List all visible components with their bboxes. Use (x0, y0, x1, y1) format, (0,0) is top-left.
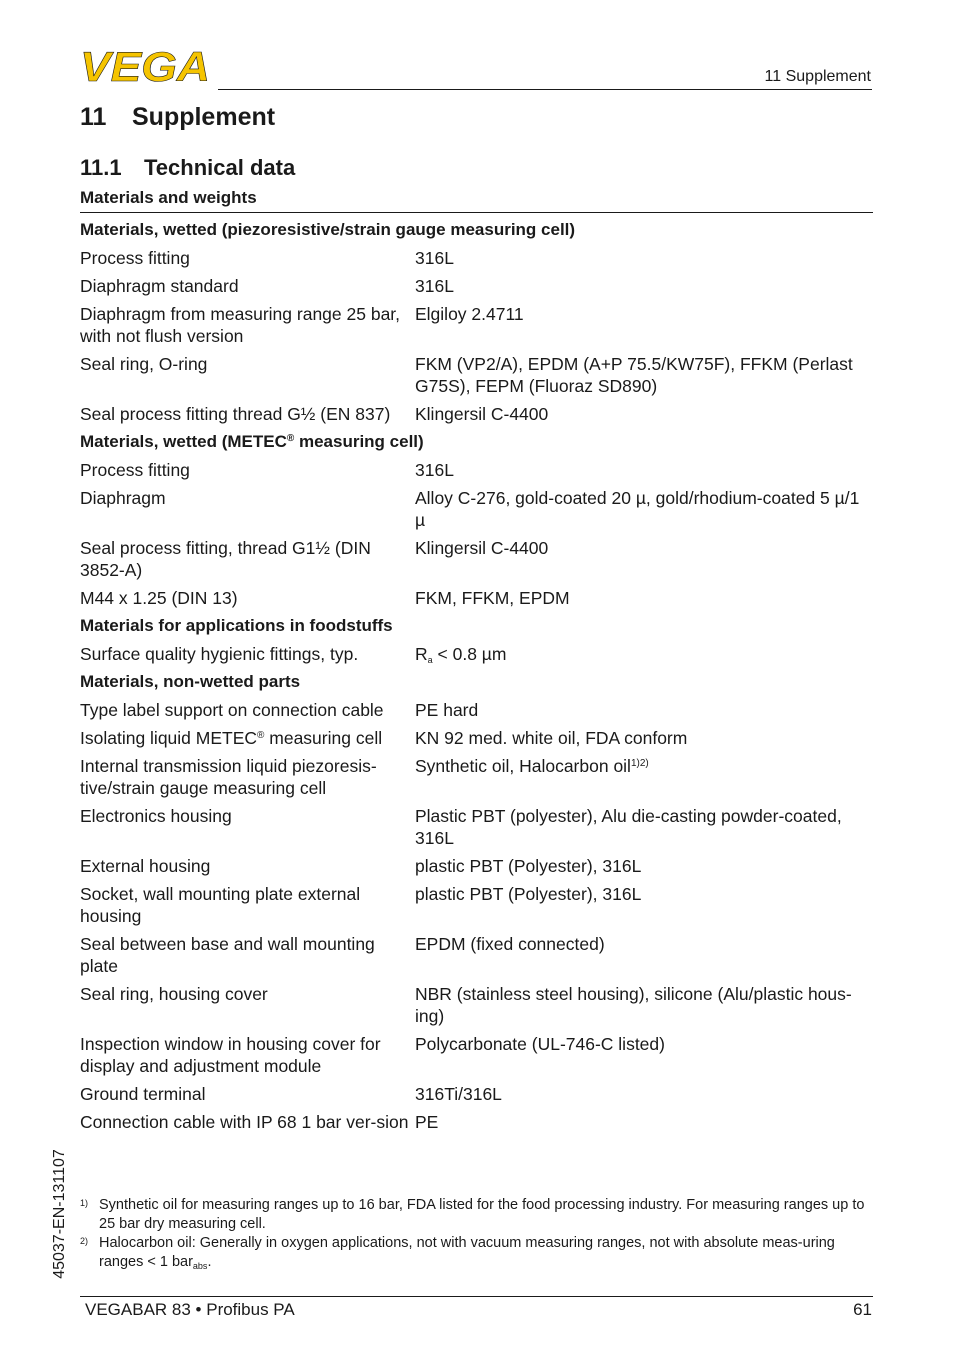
row-value: Alloy C-276, gold-coated 20 µ, gold/rhodium-coated 5 µ/1 µ (415, 488, 860, 530)
table-row (80, 532, 873, 582)
table-row (80, 582, 873, 610)
group-title-text: measuring cell) (294, 432, 424, 451)
footnote (80, 1196, 873, 1234)
table-row (80, 800, 873, 850)
row-label (80, 727, 415, 749)
table-row (80, 298, 873, 348)
vega-logo (80, 50, 212, 84)
subscript: abs (192, 1261, 208, 1271)
row-label: Electronics housing (80, 806, 232, 826)
row-label: Inspection window in housing cover for display and adjustment module (80, 1034, 381, 1076)
table-row (80, 750, 873, 800)
table-row (80, 1106, 873, 1134)
row-value: EPDM (fixed connected) (415, 934, 605, 954)
group-title: Materials for applications in foodstuffs (80, 616, 393, 635)
row-value: 316L (415, 276, 454, 296)
running-head: 11 Supplement (764, 68, 871, 85)
row-label: Seal process fitting, thread G1½ (DIN 3852-A) (80, 538, 371, 580)
row-value: plastic PBT (Polyester), 316L (415, 856, 642, 876)
value-text: Synthetic oil, Halocarbon oil (415, 756, 631, 776)
row-label: Internal transmission liquid piezoresis-tive/strain gauge measuring cell (80, 756, 377, 798)
table-row (80, 638, 873, 666)
footnote-text: Synthetic oil for measuring ranges up to 16 bar, FDA listed for the food processing industry. For measuring ranges up to 25 bar dry measuring cell. (99, 1197, 865, 1232)
subsection-title: Materials and weights (80, 188, 257, 207)
group-title (80, 426, 873, 454)
footer-rule (80, 1296, 873, 1297)
group-title-text: Materials, wetted (METEC (80, 432, 287, 451)
row-value: 316Ti/316L (415, 1084, 502, 1104)
footer-product: VEGABAR 83 • Profibus PA (85, 1300, 295, 1319)
row-value: KN 92 med. white oil, FDA conform (415, 728, 688, 748)
row-value: Polycarbonate (UL-746-C listed) (415, 1034, 665, 1054)
footnotes (80, 1196, 873, 1272)
subscript: a (427, 655, 433, 665)
row-value: Klingersil C-4400 (415, 404, 549, 424)
table-row (80, 850, 873, 878)
table-row (80, 694, 873, 722)
row-label: Type label support on connection cable (80, 700, 384, 720)
row-value: PE (415, 1112, 439, 1132)
footnote-ref[interactable]: 1)2) (630, 758, 649, 769)
section-title: Technical data (144, 155, 296, 180)
row-label: Process fitting (80, 460, 190, 480)
row-value: FKM (VP2/A), EPDM (A+P 75.5/KW75F), FFKM (Perlast G75S), FEPM (Fluoraz SD890) (415, 354, 853, 396)
table-row (80, 270, 873, 298)
row-label: External housing (80, 856, 211, 876)
row-value: plastic PBT (Polyester), 316L (415, 884, 642, 904)
row-label: Seal process fitting thread G½ (EN 837) (80, 404, 391, 424)
registered-mark: ® (257, 730, 265, 741)
value-text: < 0.8 µm (432, 644, 507, 664)
table-row (80, 482, 873, 532)
table-row (80, 348, 873, 398)
row-label: Ground terminal (80, 1084, 206, 1104)
footnote-text-part: Halocarbon oil: Generally in oxygen applications, not with vacuum measuring ranges, not with absolute meas-uring ranges < 1 bar (99, 1235, 835, 1270)
footnote-mark: 1) (80, 1198, 89, 1208)
table-row (80, 454, 873, 482)
table-row (80, 1078, 873, 1106)
row-value: Klingersil C-4400 (415, 538, 549, 558)
row-value: 316L (415, 460, 454, 480)
row-label: Diaphragm standard (80, 276, 239, 296)
row-value: NBR (stainless steel housing), silicone (Alu/plastic hous-ing) (415, 984, 852, 1026)
row-label: Process fitting (80, 248, 190, 268)
footnote-text (99, 1234, 873, 1272)
table-row (80, 978, 873, 1028)
row-label: Seal ring, O-ring (80, 354, 208, 374)
row-value (415, 755, 873, 799)
technical-data-table (80, 214, 873, 1134)
table-row (80, 928, 873, 978)
row-label: Socket, wall mounting plate external housing (80, 884, 361, 926)
row-value: Elgiloy 2.4711 (415, 304, 524, 324)
row-label: Seal between base and wall mounting plate (80, 934, 375, 976)
page-number: 61 (853, 1300, 872, 1319)
section-number: 11.1 (80, 155, 122, 180)
row-value: PE hard (415, 700, 479, 720)
logo-text: VEGA (80, 50, 210, 84)
table-row (80, 1028, 873, 1078)
document-code-text: 45037-EN-131107 (51, 1149, 68, 1279)
footnote-text-part: . (207, 1254, 212, 1270)
label-text: Isolating liquid METEC (80, 728, 258, 748)
footnote-mark: 2) (80, 1236, 89, 1246)
row-value (415, 643, 873, 665)
registered-mark: ® (286, 433, 295, 444)
table-row (80, 722, 873, 750)
value-text: R (415, 644, 428, 664)
footnote (80, 1234, 873, 1272)
row-value: FKM, FFKM, EPDM (415, 588, 570, 608)
row-label: Connection cable with IP 68 1 bar ver-sion (80, 1112, 409, 1132)
group-title: Materials, wetted (piezoresistive/strain gauge measuring cell) (80, 220, 576, 239)
label-text: measuring cell (264, 728, 383, 748)
table-row (80, 398, 873, 426)
chapter-heading (80, 103, 275, 132)
row-label: Diaphragm (80, 488, 166, 508)
header-rule (218, 89, 872, 90)
row-label: Surface quality hygienic fittings, typ. (80, 644, 359, 664)
row-value: 316L (415, 248, 454, 268)
chapter-title: Supplement (132, 103, 276, 131)
chapter-number: 11 (80, 103, 107, 131)
subsection-rule (80, 212, 873, 213)
row-label: M44 x 1.25 (DIN 13) (80, 588, 238, 608)
row-value: Plastic PBT (polyester), Alu die-casting powder-coated, 316L (415, 806, 842, 848)
group-title: Materials, non-wetted parts (80, 672, 301, 691)
section-heading (80, 155, 295, 181)
table-row (80, 242, 873, 270)
row-label: Seal ring, housing cover (80, 984, 268, 1004)
table-row (80, 878, 873, 928)
row-label: Diaphragm from measuring range 25 bar, with not flush version (80, 304, 401, 346)
